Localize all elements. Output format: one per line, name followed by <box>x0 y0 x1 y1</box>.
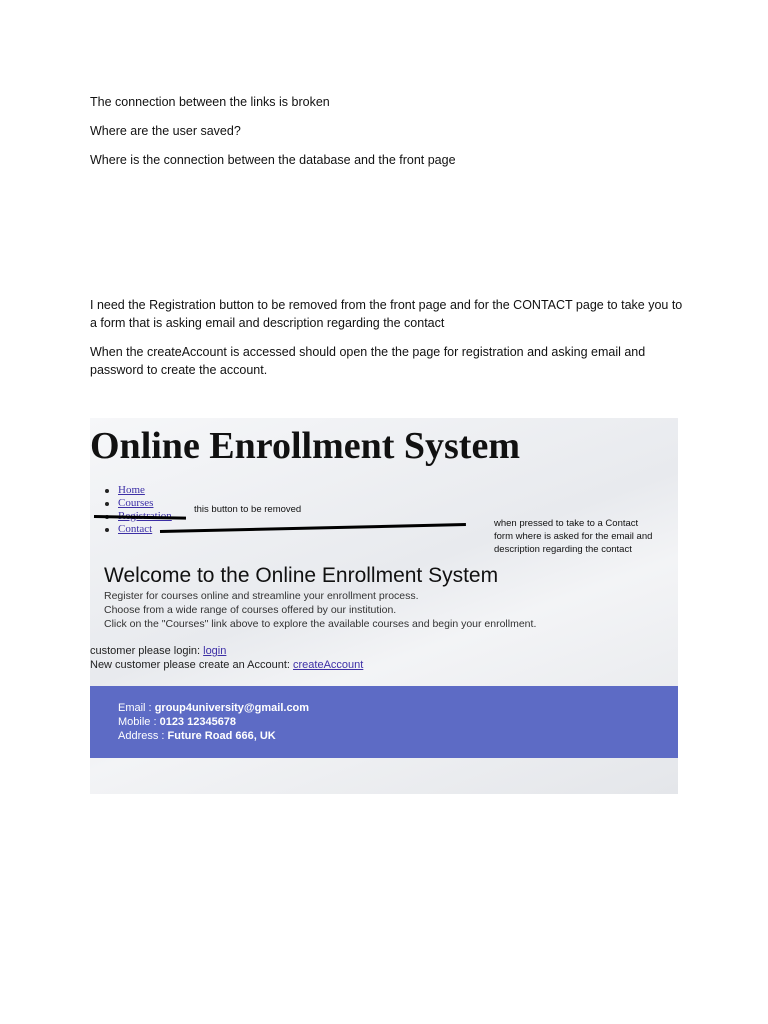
footer-mobile-value: 0123 12345678 <box>159 716 237 728</box>
create-account-prefix: New customer please create an Account: <box>90 659 293 671</box>
note-line: The connection between the links is broken <box>90 95 330 109</box>
create-account-line <box>90 659 363 671</box>
note-paragraph: I need the Registration button to be removed from the front page and for the CONTACT page to take you to a form that is asking email and description regarding the contact <box>90 298 683 330</box>
footer-mobile-label: Mobile : <box>118 716 160 728</box>
footer-email <box>118 702 309 714</box>
welcome-text: Click on the "Courses" link above to explore the available courses and begin your enrollment. <box>104 618 537 630</box>
site-title: Online Enrollment System <box>90 425 520 467</box>
footer-address <box>118 730 276 742</box>
login-prefix: customer please login: <box>90 645 204 657</box>
nav-link-contact[interactable]: Contact <box>118 523 153 535</box>
strike-mark-contact <box>160 523 466 533</box>
note-paragraph: When the createAccount is accessed should open the the page for registration and asking email and password to create the account. <box>90 345 646 377</box>
create-account-link[interactable]: createAccount <box>293 659 364 671</box>
contact-annotation-line: when pressed to take to a Contact <box>494 518 639 529</box>
embedded-screenshot <box>90 418 678 794</box>
login-line <box>90 645 226 657</box>
footer-address-value: Future Road 666, UK <box>167 730 276 742</box>
contact-annotation-line: form where is asked for the email and <box>494 531 653 542</box>
footer-mobile <box>118 716 236 728</box>
nav-list <box>102 484 172 536</box>
remove-annotation: this button to be removed <box>194 504 302 515</box>
footer-address-label: Address : <box>118 730 168 742</box>
contact-annotation-line: description regarding the contact <box>494 544 632 555</box>
nav-item-home <box>102 484 172 497</box>
contact-footer <box>90 686 678 758</box>
footer-email-label: Email : <box>118 702 155 714</box>
welcome-heading: Welcome to the Online Enrollment System <box>104 564 499 587</box>
nav-item-courses <box>102 497 172 510</box>
footer-email-value: group4university@gmail.com <box>154 702 310 714</box>
welcome-text: Choose from a wide range of courses offered by our institution. <box>104 604 397 616</box>
login-link[interactable]: login <box>203 645 227 657</box>
note-line: Where are the user saved? <box>90 124 241 138</box>
note-line: Where is the connection between the database and the front page <box>90 153 456 167</box>
nav-link-home[interactable]: Home <box>118 484 145 496</box>
welcome-text: Register for courses online and streamline your enrollment process. <box>104 590 419 602</box>
nav-link-courses[interactable]: Courses <box>118 497 154 509</box>
